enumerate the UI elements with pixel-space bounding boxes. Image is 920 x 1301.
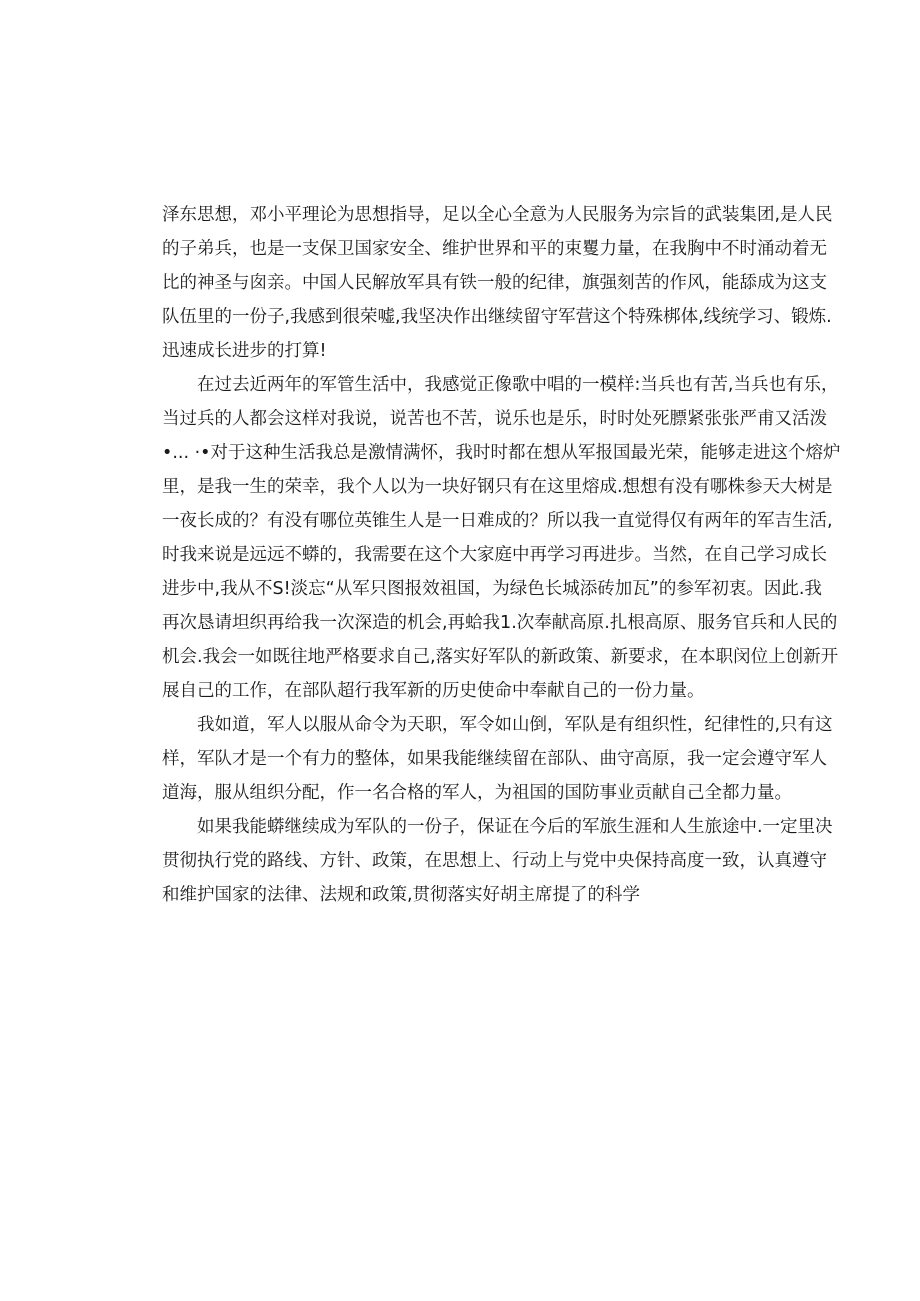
text-line: 和维护国家的法律、法规和政策,贯彻落实好胡主席提了的科学 (162, 885, 641, 905)
text-line: 里，是我一生的荣幸，我个人以为一块好钢只有在这里熔成.想想有没有哪株参天大树是 (162, 477, 833, 497)
text-line: 的子弟兵，也是一支保卫国家安全、维护世界和平的束矍力量，在我胸中不时涌动着无 (162, 239, 827, 259)
text-line: 队伍里的一份子,我感到很荣嘘,我坚决作出继续留守军营这个特殊梆体,线统学习、锻炼. (162, 307, 832, 327)
paragraph-4 (162, 810, 833, 912)
paragraph-2 (162, 368, 841, 708)
text-line: 再次恳请坦织再给我一次深造的机会,再蛤我1.次奉献高原.扎根高原、服务官兵和人民的 (162, 613, 838, 633)
text-line: 机会.我会一如既往地严格要求自己,落实好军队的新政策、新要求，在本职闵位上创新开 (162, 647, 839, 667)
text-line: 当过兵的人都会这样对我说，说苦也不苦，说乐也是乐，时时处死膘紧张张严甫又活泼 (162, 409, 827, 429)
text-line: 进步中,我从不S!淡忘“从军只图报效祖国，为绿色长城添砖加瓦”的参军初衷。因此.我 (162, 579, 822, 599)
text-line: 泽东思想，邓小平理论为思想指导，足以全心全意为人民服务为宗旨的武装集团,是人民 (162, 205, 833, 225)
text-line: 比的神圣与囱亲。中国人民解放军具有铁一般的纪律，旗强刻苦的作风，能舔成为这支 (162, 273, 827, 293)
text-line: 贯彻执行党的路线、方针、政策，在思想上、行动上与党中央保持高度一致，认真遵守 (162, 851, 827, 871)
text-line: 道海，服从组织分配，作一名合格的军人，为祖国的国防事业贡献自己全都力量。 (162, 783, 792, 803)
text-line: 如果我能蟒继续成为军队的一份子，保证在今后的军旅生涯和人生旅途中.一定里决 (197, 817, 833, 837)
text-line: 一夜长成的？有没有哪位英锥生人是一日难成的？所以我一直觉得仅有两年的军吉生活, (162, 511, 833, 531)
text-line: •... ·•对于这种生活我总是激情满怀，我时时都在想从军报国最光荣，能够走进这个熔炉 (162, 443, 841, 463)
text-line: 时我来说是远远不蟒的，我需要在这个大家庭中再学习再进步。当然，在自己学习成长 (162, 545, 827, 565)
text-line: 样，军队才是一个有力的整体，如果我能继续留在部队、曲守高原，我一定会遵守军人 (162, 749, 827, 769)
text-line: 我如道，军人以服从命令为天职，军令如山倒，军队是有组织性，纪律性的,只有这 (197, 715, 833, 735)
document-body (162, 198, 841, 912)
paragraph-3 (162, 708, 833, 810)
text-line: 在过去近两年的军管生活中，我感觉正像歌中唱的一模样:当兵也有苦,当兵也有乐， (197, 375, 839, 395)
paragraph-1 (162, 198, 833, 368)
text-line: 迅速成长进步的打算! (162, 341, 327, 361)
text-line: 展自己的工作，在部队超行我军新的历史使命中奉献自己的一份力量。 (162, 681, 705, 701)
